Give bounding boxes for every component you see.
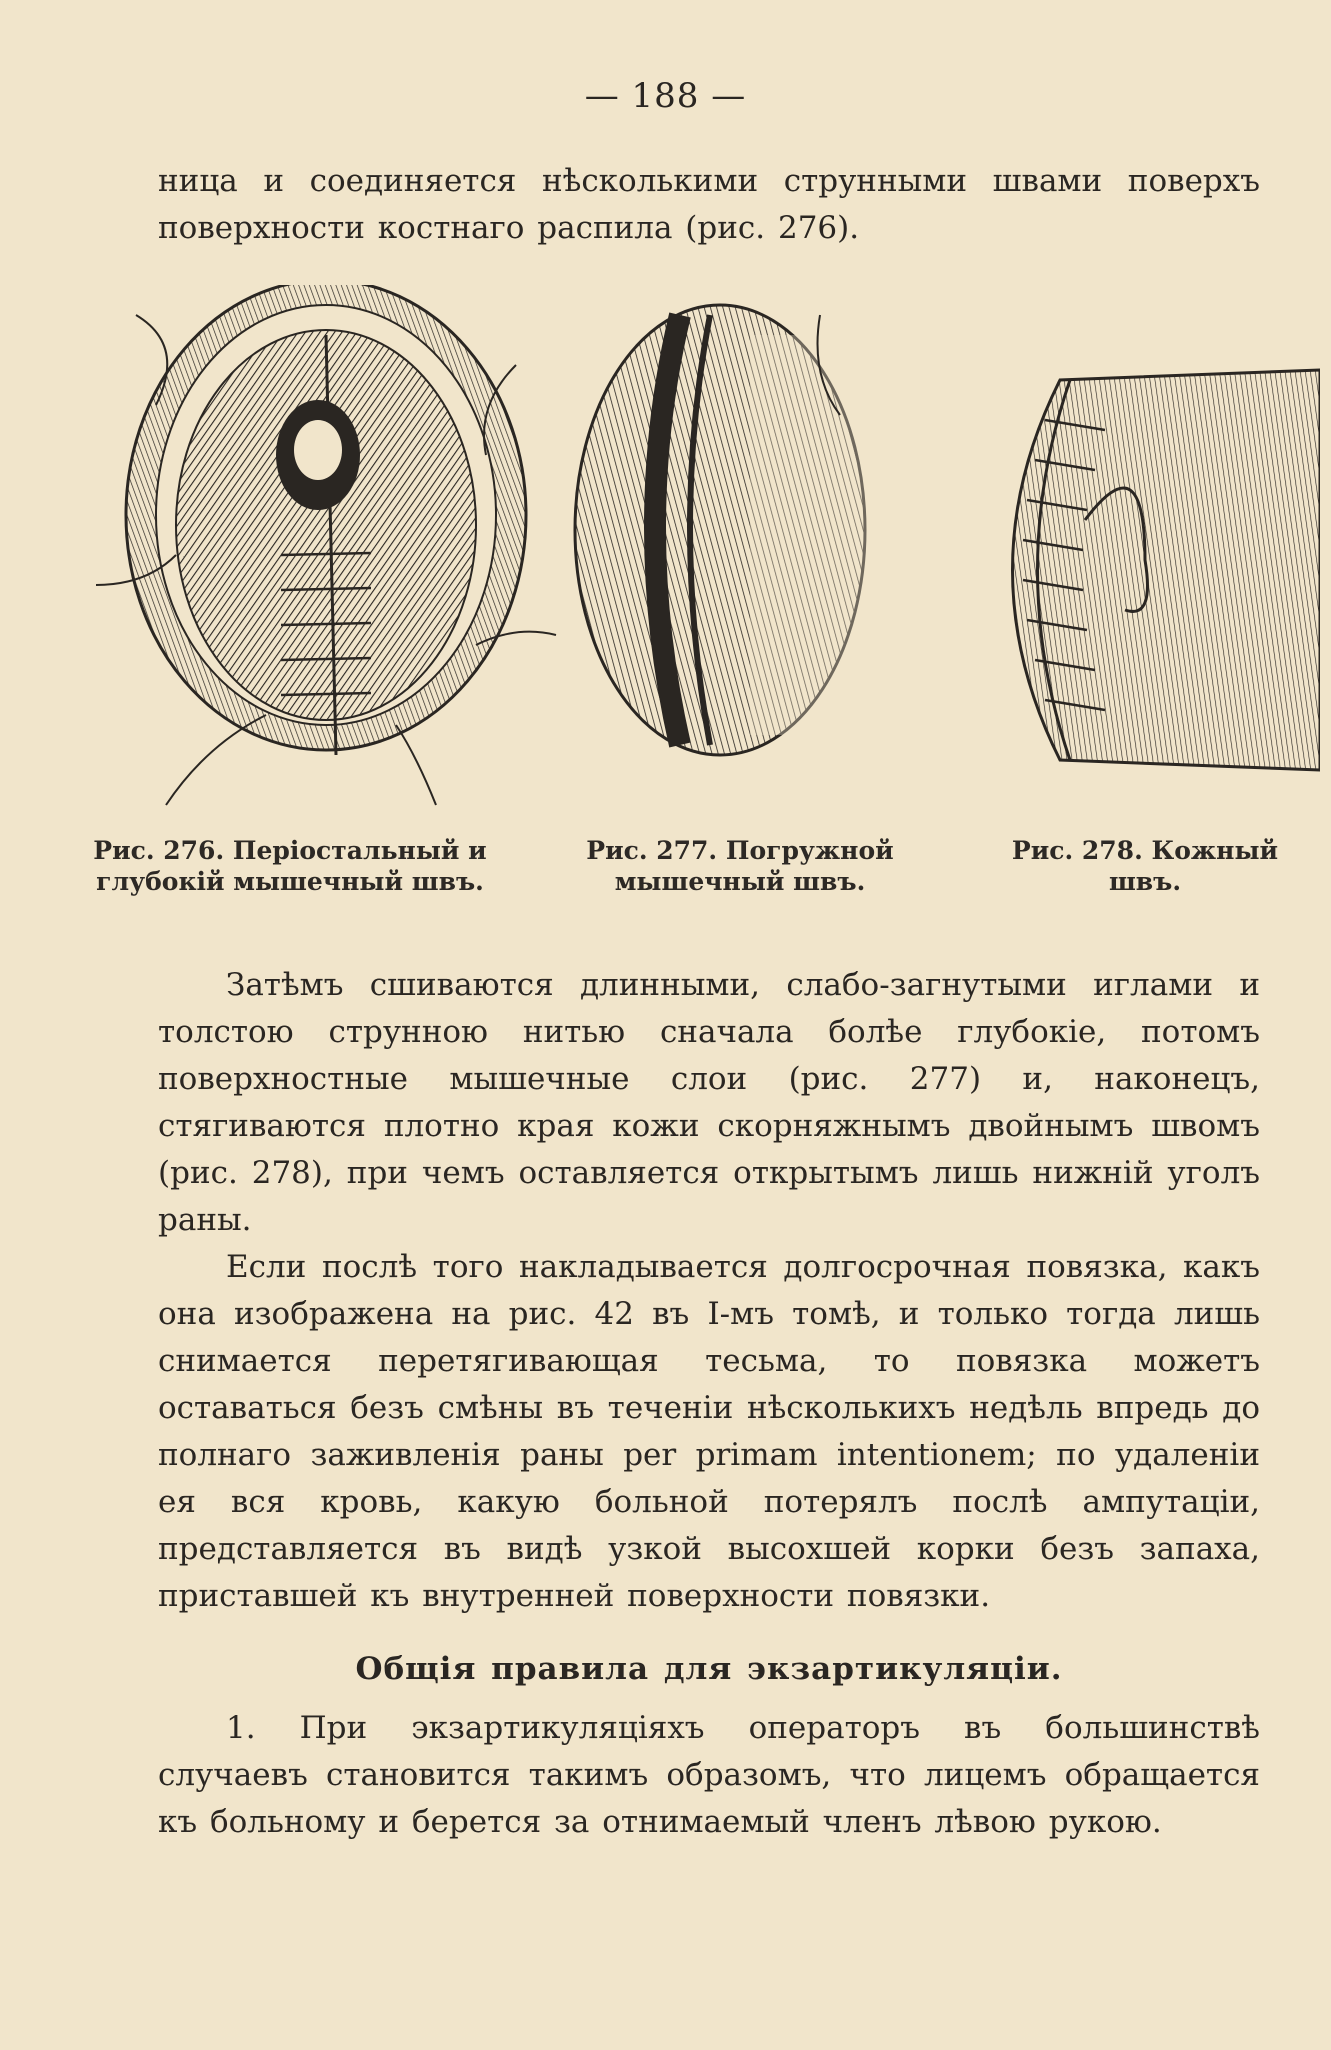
paragraph-2: Если послѣ того накладывается долгосрочная повязка, какъ она изображена на рис. 42 въ I-мъ томѣ, и только тогда лишь снимается перетягивающая тесьма, то повязка можетъ оставаться безъ смѣны въ теченіи нѣсколькихъ недѣль впредь до полнаго заживленія раны per primam intentionem; по удаленіи ея вся кровь, какую больной потерялъ послѣ ампутаціи, представляется въ видѣ узкой высохшей корки безъ запаха, приставшей къ внутренней поверхности повязки. bbox=[158, 1249, 1260, 1614]
intro-paragraph bbox=[158, 158, 1260, 252]
figure-276-illustration bbox=[96, 285, 576, 825]
intro-text: ница и соединяется нѣсколькими струнными швами поверхъ поверхности костнаго распила (рис. 276). bbox=[158, 163, 1260, 246]
figure-278-caption: Рис. 278. Кожный швъ. bbox=[1011, 836, 1279, 896]
figure-277-illustration bbox=[570, 295, 910, 765]
figure-276-caption: Рис. 276. Періостальный и глубокій мышечный швъ. bbox=[93, 836, 487, 896]
paragraph-3: 1. При экзартикуляціяхъ операторъ въ большинствѣ случаевъ становится такимъ образомъ, что лицемъ обращается къ больному и берется за отнимаемый членъ лѣвою рукою. bbox=[158, 1710, 1260, 1840]
paragraph-1: Затѣмъ сшиваются длинными, слабо-загнутыми иглами и толстою струнною нитью сначала болѣе глубокіе, потомъ поверхностные мышечные слои (рис. 277) и, наконецъ, стягиваются плотно края кожи скорняжнымъ двойнымъ швомъ (рис. 278), при чемъ оставляется открытымъ лишь нижній уголъ раны. bbox=[158, 967, 1260, 1238]
figure-278-illustration bbox=[965, 360, 1320, 785]
figure-277-caption: Рис. 277. Погружной мышечный швъ. bbox=[586, 836, 894, 896]
section-heading: Общія правила для экзартикуляціи. bbox=[355, 1651, 1063, 1687]
body-text bbox=[158, 962, 1260, 1846]
page-number: — 188 — bbox=[584, 76, 747, 116]
